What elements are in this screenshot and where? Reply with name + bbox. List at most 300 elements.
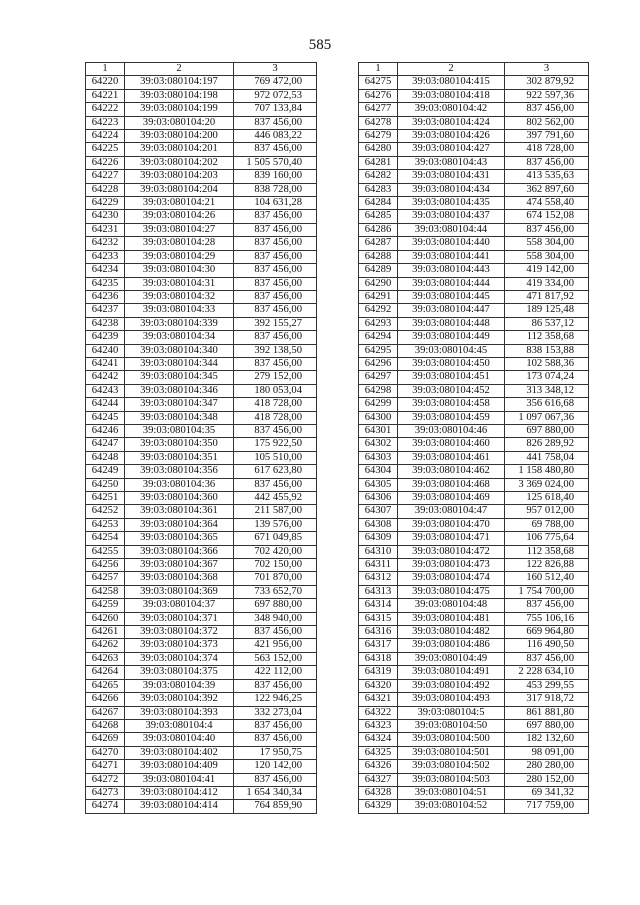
cadastral-number-cell: 39:03:080104:443 [398, 264, 505, 277]
row-number-cell: 64305 [359, 478, 398, 491]
value-cell: 837 456,00 [234, 237, 317, 250]
table-row [359, 505, 589, 518]
cadastral-number-cell: 39:03:080104:414 [125, 800, 234, 813]
table-row [86, 344, 317, 357]
table-row [86, 492, 317, 505]
cadastral-number-cell: 39:03:080104:20 [125, 116, 234, 129]
row-number-cell: 64275 [359, 76, 398, 89]
value-cell: 837 456,00 [505, 156, 589, 169]
cadastral-number-cell: 39:03:080104:42 [398, 103, 505, 116]
cadastral-number-cell: 39:03:080104:469 [398, 492, 505, 505]
table-row [359, 773, 589, 786]
row-number-cell: 64297 [359, 371, 398, 384]
row-number-cell: 64251 [86, 492, 125, 505]
row-number-cell: 64306 [359, 492, 398, 505]
cadastral-number-cell: 39:03:080104:375 [125, 666, 234, 679]
table-row [86, 331, 317, 344]
header-col-3: 3 [234, 63, 317, 76]
value-cell: 558 304,00 [505, 250, 589, 263]
header-col-3: 3 [505, 63, 589, 76]
table-row [86, 277, 317, 290]
row-number-cell: 64274 [86, 800, 125, 813]
value-cell: 697 880,00 [505, 424, 589, 437]
cadastral-number-cell: 39:03:080104:356 [125, 465, 234, 478]
page-number: 585 [308, 37, 332, 53]
row-number-cell: 64242 [86, 371, 125, 384]
value-cell: 69 341,32 [505, 786, 589, 799]
table-row [86, 532, 317, 545]
row-number-cell: 64231 [86, 223, 125, 236]
value-cell: 392 155,27 [234, 317, 317, 330]
row-number-cell: 64250 [86, 478, 125, 491]
table-row [86, 411, 317, 424]
value-cell: 116 490,50 [505, 639, 589, 652]
cadastral-number-cell: 39:03:080104:474 [398, 572, 505, 585]
row-number-cell: 64244 [86, 398, 125, 411]
value-cell: 1 097 067,36 [505, 411, 589, 424]
value-cell: 160 512,40 [505, 572, 589, 585]
value-cell: 139 576,00 [234, 518, 317, 531]
value-cell: 419 142,00 [505, 264, 589, 277]
value-cell: 707 133,84 [234, 103, 317, 116]
row-number-cell: 64259 [86, 599, 125, 612]
table-row [86, 626, 317, 639]
header-col-2: 2 [398, 63, 505, 76]
table-row [359, 304, 589, 317]
value-cell: 837 456,00 [234, 264, 317, 277]
cadastral-number-cell: 39:03:080104:427 [398, 143, 505, 156]
row-number-cell: 64271 [86, 760, 125, 773]
table-row [359, 706, 589, 719]
value-cell: 837 456,00 [234, 679, 317, 692]
table-row [359, 585, 589, 598]
value-cell: 1 505 570,40 [234, 156, 317, 169]
value-cell: 453 299,55 [505, 679, 589, 692]
cadastral-number-cell: 39:03:080104:339 [125, 317, 234, 330]
cadastral-number-cell: 39:03:080104:441 [398, 250, 505, 263]
cadastral-number-cell: 39:03:080104:345 [125, 371, 234, 384]
row-number-cell: 64249 [86, 465, 125, 478]
table-row [359, 760, 589, 773]
table-body-left [86, 76, 317, 813]
cadastral-number-cell: 39:03:080104:503 [398, 773, 505, 786]
cadastral-number-cell: 39:03:080104:418 [398, 89, 505, 102]
row-number-cell: 64320 [359, 679, 398, 692]
cadastral-number-cell: 39:03:080104:458 [398, 398, 505, 411]
table-row [359, 250, 589, 263]
cadastral-number-cell: 39:03:080104:202 [125, 156, 234, 169]
value-cell: 1 158 480,80 [505, 465, 589, 478]
cadastral-number-cell: 39:03:080104:365 [125, 532, 234, 545]
table-row [359, 411, 589, 424]
row-number-cell: 64276 [359, 89, 398, 102]
row-number-cell: 64315 [359, 612, 398, 625]
row-number-cell: 64264 [86, 666, 125, 679]
table-row [359, 599, 589, 612]
cadastral-number-cell: 39:03:080104:43 [398, 156, 505, 169]
cadastral-number-cell: 39:03:080104:50 [398, 719, 505, 732]
table-row [86, 706, 317, 719]
row-number-cell: 64325 [359, 746, 398, 759]
row-number-cell: 64260 [86, 612, 125, 625]
value-cell: 861 881,80 [505, 706, 589, 719]
value-cell: 418 728,00 [505, 143, 589, 156]
cadastral-number-cell: 39:03:080104:440 [398, 237, 505, 250]
value-cell: 837 456,00 [505, 103, 589, 116]
table-row [359, 371, 589, 384]
cadastral-number-cell: 39:03:080104:409 [125, 760, 234, 773]
cadastral-number-cell: 39:03:080104:360 [125, 492, 234, 505]
row-number-cell: 64220 [86, 76, 125, 89]
table-row [86, 290, 317, 303]
table-row [86, 130, 317, 143]
table-row [359, 398, 589, 411]
table-row [86, 746, 317, 759]
cadastral-number-cell: 39:03:080104:197 [125, 76, 234, 89]
row-number-cell: 64257 [86, 572, 125, 585]
table-row [359, 210, 589, 223]
cadastral-number-cell: 39:03:080104:351 [125, 451, 234, 464]
row-number-cell: 64233 [86, 250, 125, 263]
row-number-cell: 64247 [86, 438, 125, 451]
table-row [86, 143, 317, 156]
table-row [359, 786, 589, 799]
table-row [359, 317, 589, 330]
row-number-cell: 64311 [359, 559, 398, 572]
value-cell: 802 562,00 [505, 116, 589, 129]
value-cell: 474 558,40 [505, 197, 589, 210]
table-row [359, 143, 589, 156]
row-number-cell: 64246 [86, 424, 125, 437]
table-row [86, 639, 317, 652]
cadastral-number-cell: 39:03:080104:344 [125, 357, 234, 370]
cadastral-number-cell: 39:03:080104:472 [398, 545, 505, 558]
value-cell: 837 456,00 [234, 773, 317, 786]
row-number-cell: 64262 [86, 639, 125, 652]
row-number-cell: 64294 [359, 331, 398, 344]
cadastral-number-cell: 39:03:080104:459 [398, 411, 505, 424]
value-cell: 1 754 700,00 [505, 585, 589, 598]
table-row [86, 264, 317, 277]
value-cell: 419 334,00 [505, 277, 589, 290]
cadastral-number-cell: 39:03:080104:199 [125, 103, 234, 116]
row-number-cell: 64308 [359, 518, 398, 531]
cadastral-number-cell: 39:03:080104:415 [398, 76, 505, 89]
row-number-cell: 64239 [86, 331, 125, 344]
table-row [86, 719, 317, 732]
value-cell: 122 946,25 [234, 693, 317, 706]
row-number-cell: 64272 [86, 773, 125, 786]
cadastral-number-cell: 39:03:080104:473 [398, 559, 505, 572]
table-row [359, 492, 589, 505]
value-cell: 717 759,00 [505, 800, 589, 813]
cadastral-number-cell: 39:03:080104:444 [398, 277, 505, 290]
cadastral-number-cell: 39:03:080104:348 [125, 411, 234, 424]
cadastral-number-cell: 39:03:080104:435 [398, 197, 505, 210]
cadastral-number-cell: 39:03:080104:426 [398, 130, 505, 143]
cadastral-number-cell: 39:03:080104:475 [398, 585, 505, 598]
value-cell: 122 826,88 [505, 559, 589, 572]
cadastral-number-cell: 39:03:080104:41 [125, 773, 234, 786]
cadastral-number-cell: 39:03:080104:39 [125, 679, 234, 692]
value-cell: 3 369 024,00 [505, 478, 589, 491]
cadastral-number-cell: 39:03:080104:393 [125, 706, 234, 719]
table-row [359, 693, 589, 706]
cadastral-number-cell: 39:03:080104:347 [125, 398, 234, 411]
table-row [359, 223, 589, 236]
value-cell: 837 456,00 [505, 599, 589, 612]
cadastral-number-cell: 39:03:080104:29 [125, 250, 234, 263]
cadastral-number-cell: 39:03:080104:346 [125, 384, 234, 397]
row-number-cell: 64266 [86, 693, 125, 706]
table-row [86, 250, 317, 263]
cadastral-number-cell: 39:03:080104:374 [125, 652, 234, 665]
table-row [86, 237, 317, 250]
cadastral-number-cell: 39:03:080104:402 [125, 746, 234, 759]
value-cell: 125 618,40 [505, 492, 589, 505]
table-row [86, 545, 317, 558]
value-cell: 413 535,63 [505, 170, 589, 183]
value-cell: 421 956,00 [234, 639, 317, 652]
cadastral-number-cell: 39:03:080104:30 [125, 264, 234, 277]
row-number-cell: 64329 [359, 800, 398, 813]
cadastral-number-cell: 39:03:080104:32 [125, 290, 234, 303]
cadastral-number-cell: 39:03:080104:482 [398, 626, 505, 639]
value-cell: 120 142,00 [234, 760, 317, 773]
value-cell: 313 348,12 [505, 384, 589, 397]
value-cell: 838 728,00 [234, 183, 317, 196]
table-row [359, 545, 589, 558]
table-row [359, 465, 589, 478]
row-number-cell: 64298 [359, 384, 398, 397]
table-row [359, 679, 589, 692]
row-number-cell: 64326 [359, 760, 398, 773]
value-cell: 332 273,04 [234, 706, 317, 719]
cadastral-number-cell: 39:03:080104:481 [398, 612, 505, 625]
row-number-cell: 64321 [359, 693, 398, 706]
value-cell: 838 153,88 [505, 344, 589, 357]
value-cell: 422 112,00 [234, 666, 317, 679]
value-cell: 112 358,68 [505, 331, 589, 344]
table-row [86, 424, 317, 437]
table-row [86, 652, 317, 665]
cadastral-number-cell: 39:03:080104:21 [125, 197, 234, 210]
cadastral-number-cell: 39:03:080104:200 [125, 130, 234, 143]
cadastral-number-cell: 39:03:080104:486 [398, 639, 505, 652]
value-cell: 837 456,00 [234, 250, 317, 263]
row-number-cell: 64256 [86, 559, 125, 572]
cadastral-number-cell: 39:03:080104:204 [125, 183, 234, 196]
value-cell: 702 420,00 [234, 545, 317, 558]
table-row [359, 719, 589, 732]
cadastral-number-cell: 39:03:080104:470 [398, 518, 505, 531]
value-cell: 1 654 340,34 [234, 786, 317, 799]
table-row [86, 451, 317, 464]
cadastral-number-cell: 39:03:080104:431 [398, 170, 505, 183]
table-row [359, 384, 589, 397]
table-row [86, 679, 317, 692]
cadastral-number-cell: 39:03:080104:48 [398, 599, 505, 612]
row-number-cell: 64307 [359, 505, 398, 518]
row-number-cell: 64252 [86, 505, 125, 518]
row-number-cell: 64295 [359, 344, 398, 357]
table-row [86, 156, 317, 169]
value-cell: 837 456,00 [234, 277, 317, 290]
cadastral-number-cell: 39:03:080104:445 [398, 290, 505, 303]
row-number-cell: 64265 [86, 679, 125, 692]
row-number-cell: 64300 [359, 411, 398, 424]
table-row [359, 478, 589, 491]
value-cell: 957 012,00 [505, 505, 589, 518]
table-row [86, 103, 317, 116]
cadastral-number-cell: 39:03:080104:462 [398, 465, 505, 478]
row-number-cell: 64291 [359, 290, 398, 303]
cadastral-number-cell: 39:03:080104:500 [398, 733, 505, 746]
value-cell: 837 456,00 [505, 652, 589, 665]
row-number-cell: 64223 [86, 116, 125, 129]
cadastral-number-cell: 39:03:080104:468 [398, 478, 505, 491]
row-number-cell: 64254 [86, 532, 125, 545]
cadastral-number-cell: 39:03:080104:502 [398, 760, 505, 773]
cadastral-number-cell: 39:03:080104:201 [125, 143, 234, 156]
cadastral-number-cell: 39:03:080104:447 [398, 304, 505, 317]
cadastral-number-cell: 39:03:080104:4 [125, 719, 234, 732]
row-number-cell: 64313 [359, 585, 398, 598]
value-cell: 112 358,68 [505, 545, 589, 558]
row-number-cell: 64235 [86, 277, 125, 290]
cadastral-number-cell: 39:03:080104:367 [125, 559, 234, 572]
data-table-right [358, 62, 589, 814]
table-row [86, 773, 317, 786]
table-row [86, 559, 317, 572]
table-row [86, 304, 317, 317]
row-number-cell: 64277 [359, 103, 398, 116]
table-row [86, 210, 317, 223]
value-cell: 701 870,00 [234, 572, 317, 585]
value-cell: 180 053,04 [234, 384, 317, 397]
table-row [86, 116, 317, 129]
table-row [86, 357, 317, 370]
cadastral-number-cell: 39:03:080104:449 [398, 331, 505, 344]
row-number-cell: 64303 [359, 451, 398, 464]
cadastral-number-cell: 39:03:080104:372 [125, 626, 234, 639]
table-row [86, 599, 317, 612]
table-row [86, 666, 317, 679]
row-number-cell: 64299 [359, 398, 398, 411]
cadastral-number-cell: 39:03:080104:371 [125, 612, 234, 625]
table-row [86, 760, 317, 773]
value-cell: 837 456,00 [234, 116, 317, 129]
cadastral-number-cell: 39:03:080104:424 [398, 116, 505, 129]
table-row [359, 746, 589, 759]
table-row [359, 237, 589, 250]
row-number-cell: 64255 [86, 545, 125, 558]
table-row [359, 639, 589, 652]
cadastral-number-cell: 39:03:080104:450 [398, 357, 505, 370]
row-number-cell: 64314 [359, 599, 398, 612]
table-row [359, 344, 589, 357]
row-number-cell: 64296 [359, 357, 398, 370]
table-row [359, 156, 589, 169]
value-cell: 280 152,00 [505, 773, 589, 786]
row-number-cell: 64285 [359, 210, 398, 223]
value-cell: 173 074,24 [505, 371, 589, 384]
value-cell: 669 964,80 [505, 626, 589, 639]
cadastral-number-cell: 39:03:080104:31 [125, 277, 234, 290]
row-number-cell: 64245 [86, 411, 125, 424]
cadastral-number-cell: 39:03:080104:46 [398, 424, 505, 437]
table-row [359, 183, 589, 196]
table-row [359, 733, 589, 746]
row-number-cell: 64283 [359, 183, 398, 196]
row-number-cell: 64286 [359, 223, 398, 236]
row-number-cell: 64289 [359, 264, 398, 277]
row-number-cell: 64236 [86, 290, 125, 303]
value-cell: 362 897,60 [505, 183, 589, 196]
value-cell: 972 072,53 [234, 89, 317, 102]
cadastral-number-cell: 39:03:080104:373 [125, 639, 234, 652]
cadastral-number-cell: 39:03:080104:28 [125, 237, 234, 250]
value-cell: 2 228 634,10 [505, 666, 589, 679]
row-number-cell: 64322 [359, 706, 398, 719]
cadastral-number-cell: 39:03:080104:47 [398, 505, 505, 518]
table-row [86, 223, 317, 236]
table-row [86, 183, 317, 196]
table-row [86, 76, 317, 89]
table-row [359, 76, 589, 89]
row-number-cell: 64226 [86, 156, 125, 169]
table-row [86, 478, 317, 491]
table-header-row [359, 63, 589, 76]
row-number-cell: 64317 [359, 639, 398, 652]
cadastral-number-cell: 39:03:080104:198 [125, 89, 234, 102]
row-number-cell: 64324 [359, 733, 398, 746]
row-number-cell: 64273 [86, 786, 125, 799]
cadastral-number-cell: 39:03:080104:51 [398, 786, 505, 799]
row-number-cell: 64328 [359, 786, 398, 799]
table-row [86, 317, 317, 330]
value-cell: 105 510,00 [234, 451, 317, 464]
cadastral-number-cell: 39:03:080104:34 [125, 331, 234, 344]
cadastral-number-cell: 39:03:080104:368 [125, 572, 234, 585]
cadastral-number-cell: 39:03:080104:448 [398, 317, 505, 330]
table-row [359, 130, 589, 143]
table-row [86, 612, 317, 625]
table-row [86, 693, 317, 706]
value-cell: 837 456,00 [234, 478, 317, 491]
cadastral-number-cell: 39:03:080104:461 [398, 451, 505, 464]
table-row [359, 357, 589, 370]
value-cell: 211 587,00 [234, 505, 317, 518]
cadastral-number-cell: 39:03:080104:492 [398, 679, 505, 692]
row-number-cell: 64232 [86, 237, 125, 250]
table-row [86, 733, 317, 746]
value-cell: 837 456,00 [234, 331, 317, 344]
value-cell: 69 788,00 [505, 518, 589, 531]
cadastral-number-cell: 39:03:080104:27 [125, 223, 234, 236]
table-row [359, 197, 589, 210]
row-number-cell: 64224 [86, 130, 125, 143]
row-number-cell: 64323 [359, 719, 398, 732]
cadastral-number-cell: 39:03:080104:471 [398, 532, 505, 545]
cadastral-number-cell: 39:03:080104:452 [398, 384, 505, 397]
row-number-cell: 64243 [86, 384, 125, 397]
row-number-cell: 64292 [359, 304, 398, 317]
row-number-cell: 64279 [359, 130, 398, 143]
row-number-cell: 64293 [359, 317, 398, 330]
value-cell: 837 456,00 [234, 143, 317, 156]
value-cell: 17 950,75 [234, 746, 317, 759]
